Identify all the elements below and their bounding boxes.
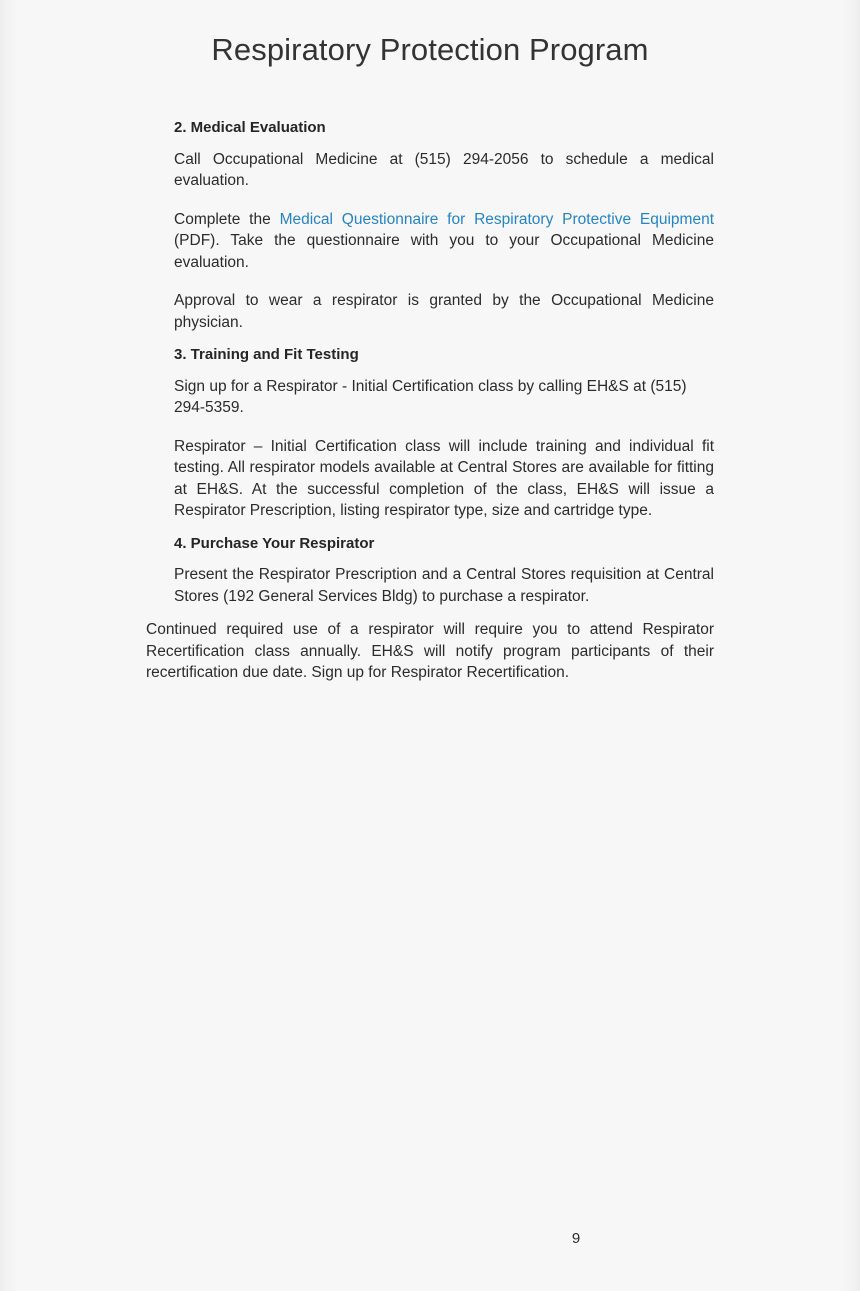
section-heading-purchase-respirator: 4. Purchase Your Respirator <box>174 534 375 552</box>
page-title: Respiratory Protection Program <box>211 32 649 67</box>
paragraph-medical-questionnaire <box>174 209 714 274</box>
paragraph-training-details: Respirator – Initial Certification class will include training and individual fit testing. All respirator models available at Central Stores are available for fitting at EH&S. At the successful completion of the class, EH&S will issue a Respirator Prescription, listing respirator type, size and cartridge type. <box>174 437 714 519</box>
paragraph-medical-call: Call Occupational Medicine at (515) 294-2056 to schedule a medical evaluation. <box>174 150 714 189</box>
section-purchase-respirator <box>174 534 714 608</box>
section-training-fit-testing <box>174 345 714 522</box>
section-closing <box>146 619 714 684</box>
section-heading-training-fit-testing: 3. Training and Fit Testing <box>174 346 359 363</box>
document-body <box>146 118 714 696</box>
section-medical-evaluation <box>174 118 714 333</box>
paragraph-closing-recertification: Continued required use of a respirator will require you to attend Respirator Recertification class annually. EH&S will notify program participants of their recertification due date. Sign up for Respirator Recertification. <box>146 621 714 681</box>
paragraph-text-before-link: Complete the <box>174 210 280 228</box>
section-heading-medical-evaluation: 2. Medical Evaluation <box>174 119 326 136</box>
paragraph-training-signup: Sign up for a Respirator - Initial Certification class by calling EH&S at (515) 294-5359. <box>174 377 687 416</box>
medical-questionnaire-link[interactable]: Medical Questionnaire for Respiratory Protective Equipment <box>279 210 714 228</box>
paragraph-text-after-link: (PDF). Take the questionnaire with you to your Occupational Medicine evaluation. <box>174 232 714 271</box>
paragraph-purchase-details: Present the Respirator Prescription and a Central Stores requisition at Central Stores (192 General Services Bldg) to purchase a respirator. <box>174 566 714 605</box>
page-number: 9 <box>571 1230 581 1247</box>
paragraph-medical-approval: Approval to wear a respirator is granted by the Occupational Medicine physician. <box>174 292 714 331</box>
